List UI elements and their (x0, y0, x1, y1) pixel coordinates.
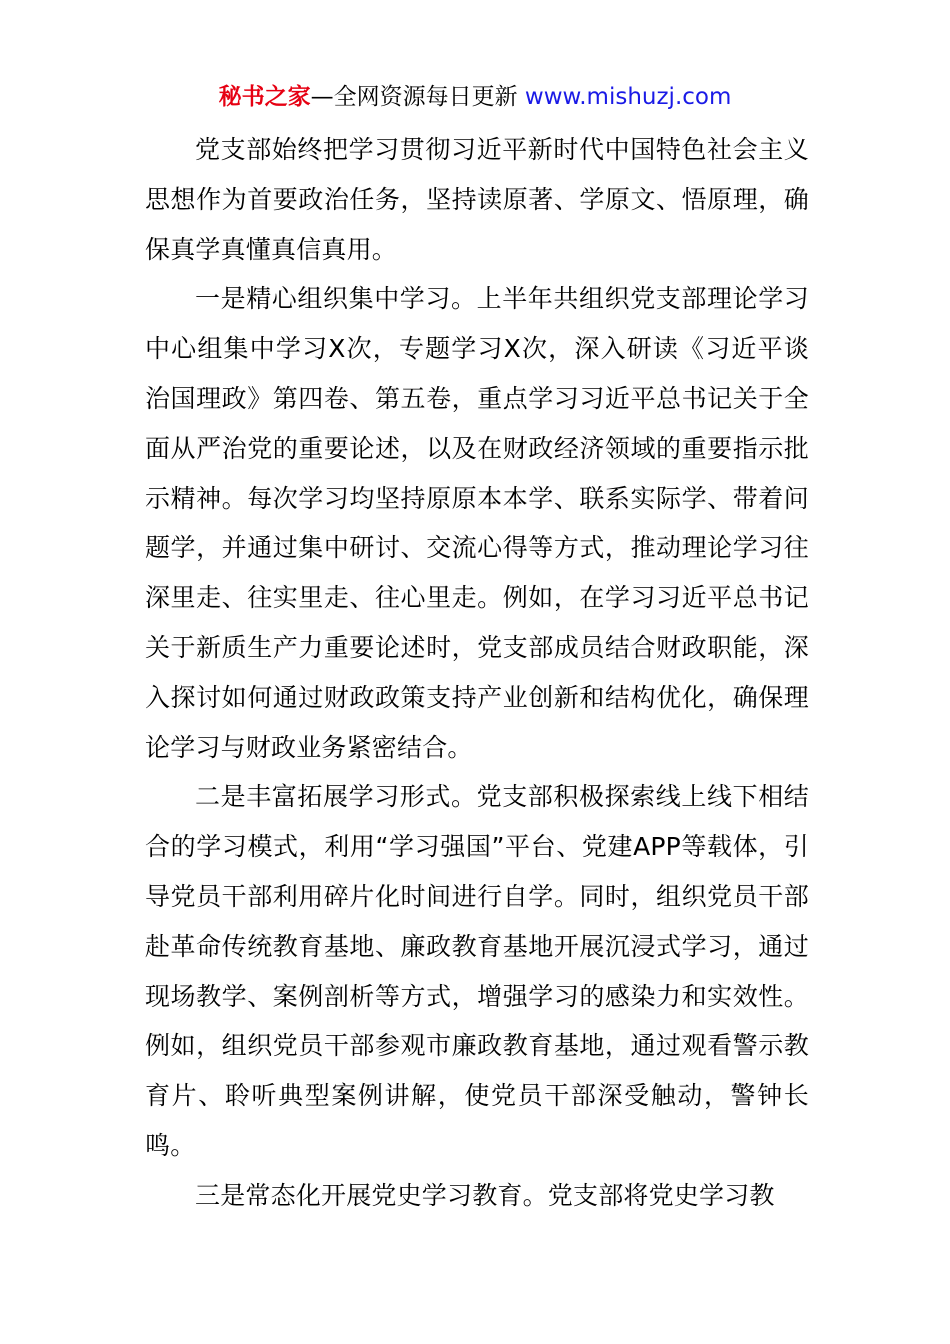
header-tagline: —全网资源每日更新 (310, 84, 525, 110)
site-header (0, 80, 950, 114)
paragraph-point-three: 三是常态化开展党史学习教育。党支部将党史学习教 (195, 1180, 775, 1210)
paragraph-point-two: 二是丰富拓展学习形式。党支部积极探索线上线下相结合的学习模式，利用“学习强国”平台、党建APP等载体，引导党员干部利用碎片化时间进行自学。同时，组织党员干部赴革命传统教育基地、廉政教育基地开展沉浸式学习，通过现场教学、案例剖析等方式，增强学习的感染力和实效性。例如，组织党员干部参观市廉政教育基地，通过观看警示教育片、聆听典型案例讲解，使党员干部深受触动，警钟长鸣。 (145, 782, 809, 1160)
paragraph-intro: 党支部始终把学习贯彻习近平新时代中国特色社会主义思想作为首要政治任务，坚持读原著、学原文、悟原理，确保真学真懂真信真用。 (145, 135, 809, 264)
paragraph-point-one: 一是精心组织集中学习。上半年共组织党支部理论学习中心组集中学习X次，专题学习X次，深入研读《习近平谈治国理政》第四卷、第五卷，重点学习习近平总书记关于全面从严治党的重要论述，以及在财政经济领域的重要指示批示精神。每次学习均坚持原原本本学、联系实际学、带着问题学，并通过集中研讨、交流心得等方式，推动理论学习往深里走、往实里走、往心里走。例如，在学习习近平总书记关于新质生产力重要论述时，党支部成员结合财政职能，深入探讨如何通过财政政策支持产业创新和结构优化，确保理论学习与财政业务紧密结合。 (145, 284, 809, 762)
brand-name: 秘书之家 (218, 84, 311, 110)
site-url-link[interactable]: www.mishuzj.com (524, 84, 732, 110)
document-body (145, 125, 809, 1221)
